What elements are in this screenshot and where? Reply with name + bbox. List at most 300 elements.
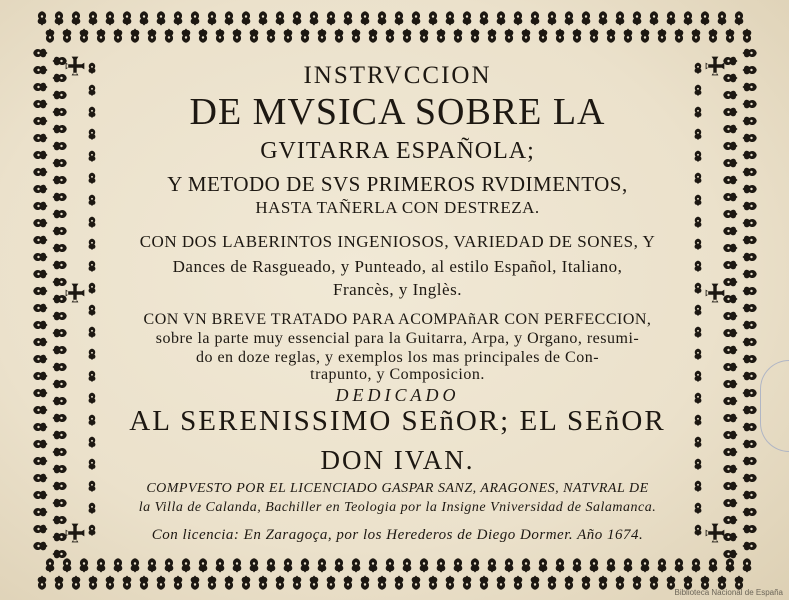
fleuron-icon [723, 159, 737, 168]
fleuron-icon [743, 270, 757, 279]
fleuron-icon [556, 558, 565, 572]
fleuron-icon [743, 491, 757, 500]
fleuron-icon [743, 321, 757, 330]
fleuron-icon [53, 210, 67, 219]
fleuron-icon [446, 576, 455, 590]
fleuron-icon [743, 168, 757, 177]
fleuron-icon [539, 558, 548, 572]
fleuron-icon [53, 380, 67, 389]
cross-icon [706, 524, 725, 543]
fleuron-icon [53, 431, 67, 440]
fleuron-icon [723, 397, 737, 406]
fleuron-icon [650, 576, 659, 590]
fleuron-icon [599, 576, 608, 590]
fleuron-icon [692, 29, 701, 43]
fleuron-icon [174, 576, 183, 590]
fleuron-icon [548, 11, 557, 25]
fleuron-icon [403, 29, 412, 43]
fleuron-icon [131, 558, 140, 572]
fleuron-icon [743, 151, 757, 160]
fleuron-icon [335, 29, 344, 43]
fleuron-icon [437, 29, 446, 43]
fleuron-icon [480, 576, 489, 590]
fleuron-icon [225, 11, 234, 25]
fleuron-icon [148, 29, 157, 43]
fleuron-icon [386, 558, 395, 572]
fleuron-icon [743, 338, 757, 347]
fleuron-icon [33, 134, 47, 143]
fleuron-icon [723, 414, 737, 423]
fleuron-icon [352, 558, 361, 572]
fleuron-icon [709, 29, 718, 43]
fleuron-icon [743, 542, 757, 551]
fleuron-icon [33, 389, 47, 398]
fleuron-icon [743, 287, 757, 296]
fleuron-icon [33, 66, 47, 75]
fleuron-icon [723, 465, 737, 474]
fleuron-icon [497, 11, 506, 25]
cross-icon [66, 524, 85, 543]
fleuron-icon [33, 355, 47, 364]
fleuron-icon [743, 355, 757, 364]
dedicatee-line-1: AL SERENISSIMO SEñOR; EL SEñOR [129, 405, 666, 437]
fleuron-icon [53, 465, 67, 474]
fleuron-icon [743, 508, 757, 517]
fleuron-icon [335, 558, 344, 572]
fleuron-icon [641, 558, 650, 572]
fleuron-icon [33, 372, 47, 381]
fleuron-icon [709, 558, 718, 572]
fleuron-icon [743, 440, 757, 449]
fleuron-icon [33, 321, 47, 330]
fleuron-icon [46, 558, 55, 572]
fleuron-icon [182, 558, 191, 572]
fleuron-icon [97, 29, 106, 43]
fleuron-icon [33, 304, 47, 313]
fleuron-icon [454, 558, 463, 572]
fleuron-icon [33, 83, 47, 92]
fleuron-icon [723, 431, 737, 440]
fleuron-icon [378, 11, 387, 25]
fleuron-icon [565, 576, 574, 590]
title-line-3: GVITARRA ESPAÑOLA; [260, 138, 535, 164]
fleuron-icon [114, 558, 123, 572]
fleuron-icon [522, 29, 531, 43]
fleuron-icon [463, 11, 472, 25]
fleuron-icon [684, 11, 693, 25]
fleuron-icon [658, 558, 667, 572]
fleuron-icon [723, 482, 737, 491]
fleuron-icon [233, 29, 242, 43]
fleuron-icon [242, 11, 251, 25]
fleuron-icon [293, 576, 302, 590]
fleuron-icon [157, 11, 166, 25]
fleuron-icon [726, 29, 735, 43]
fleuron-icon [723, 295, 737, 304]
dedication-label: DEDICADO [335, 385, 460, 405]
fleuron-icon [53, 74, 67, 83]
fleuron-icon [743, 423, 757, 432]
fleuron-icon [284, 558, 293, 572]
fleuron-icon [743, 66, 757, 75]
fleuron-icon [293, 11, 302, 25]
fleuron-icon [80, 29, 89, 43]
fleuron-icon [497, 576, 506, 590]
fleuron-icon [216, 558, 225, 572]
fleuron-icon [743, 304, 757, 313]
fleuron-icon [53, 108, 67, 117]
fleuron-icon [33, 542, 47, 551]
fleuron-icon [675, 29, 684, 43]
fleuron-icon [582, 11, 591, 25]
fleuron-icon [267, 558, 276, 572]
fleuron-icon [723, 108, 737, 117]
fleuron-icon [53, 482, 67, 491]
fleuron-icon [514, 11, 523, 25]
fleuron-icon [743, 406, 757, 415]
fleuron-icon [33, 287, 47, 296]
fleuron-icon [344, 576, 353, 590]
fleuron-icon [199, 29, 208, 43]
fleuron-icon [743, 83, 757, 92]
fleuron-icon [616, 576, 625, 590]
fleuron-icon [352, 29, 361, 43]
treatise-line-2: sobre la parte muy essencial para la Guitarra, Arpa, y Organo, resumi- [155, 330, 640, 347]
fleuron-icon [743, 236, 757, 245]
fleuron-icon [53, 448, 67, 457]
fleuron-icon [616, 11, 625, 25]
fleuron-icon [658, 29, 667, 43]
fleuron-icon [723, 176, 737, 185]
fleuron-icon [53, 329, 67, 338]
fleuron-icon [743, 49, 757, 58]
fleuron-icon [33, 253, 47, 262]
fleuron-icon [743, 525, 757, 534]
fleuron-icon [429, 576, 438, 590]
fleuron-icon [480, 11, 489, 25]
fleuron-icon [191, 576, 200, 590]
fleuron-icon [539, 29, 548, 43]
fleuron-icon [565, 11, 574, 25]
fleuron-icon [53, 550, 67, 559]
treatise-line-1: CON VN BREVE TRATADO PARA ACOMPAñAR CON PERFECCION, [143, 311, 652, 328]
fleuron-icon [225, 576, 234, 590]
fleuron-icon [157, 576, 166, 590]
fleuron-icon [33, 491, 47, 500]
fleuron-icon [38, 11, 47, 25]
fleuron-icon [53, 295, 67, 304]
fleuron-icon [723, 125, 737, 134]
fleuron-icon [454, 29, 463, 43]
author-line-2: la Villa de Calanda, Bachiller en Teologia por la Insigne Vniversidad de Salamanca. [138, 500, 657, 515]
fleuron-icon [97, 558, 106, 572]
fleuron-icon [463, 576, 472, 590]
cross-icon [706, 284, 725, 303]
fleuron-icon [33, 168, 47, 177]
fleuron-icon [420, 29, 429, 43]
fleuron-icon [53, 363, 67, 372]
fleuron-icon [53, 312, 67, 321]
fleuron-icon [505, 558, 514, 572]
fleuron-icon [743, 558, 752, 572]
fleuron-icon [53, 193, 67, 202]
fleuron-icon [726, 558, 735, 572]
fleuron-icon [369, 29, 378, 43]
fleuron-icon [743, 219, 757, 228]
fleuron-icon [723, 261, 737, 270]
fleuron-icon [53, 414, 67, 423]
fleuron-icon [723, 91, 737, 100]
fleuron-icon [33, 202, 47, 211]
fleuron-icon [403, 558, 412, 572]
fleuron-icon [723, 363, 737, 372]
fleuron-icon [53, 91, 67, 100]
fleuron-icon [208, 576, 217, 590]
fleuron-icon [624, 558, 633, 572]
imprint-line: Con licencia: En Zaragoça, por los Herederos de Diego Dormer. Año 1674. [151, 527, 644, 543]
fleuron-icon [140, 11, 149, 25]
fleuron-icon [378, 576, 387, 590]
fleuron-icon [723, 74, 737, 83]
contents-line-2: Dances de Rasgueado, y Punteado, al estilo Español, Italiano, [172, 257, 623, 276]
fleuron-icon [33, 49, 47, 58]
title-line-1: INSTRVCCION [303, 62, 492, 89]
fleuron-icon [106, 11, 115, 25]
fleuron-icon [723, 448, 737, 457]
watermark: Biblioteca Nacional de España [674, 588, 783, 597]
fleuron-icon [33, 219, 47, 228]
fleuron-icon [723, 380, 737, 389]
fleuron-icon [33, 508, 47, 517]
fleuron-icon [33, 117, 47, 126]
fleuron-icon [33, 270, 47, 279]
fleuron-icon [692, 558, 701, 572]
fleuron-icon [723, 516, 737, 525]
fleuron-icon [522, 558, 531, 572]
fleuron-icon [723, 210, 737, 219]
fleuron-icon [743, 185, 757, 194]
fleuron-icon [641, 29, 650, 43]
fleuron-icon [33, 100, 47, 109]
fleuron-icon [53, 176, 67, 185]
fleuron-icon [723, 142, 737, 151]
fleuron-icon [723, 550, 737, 559]
fleuron-icon [53, 142, 67, 151]
fleuron-icon [131, 29, 140, 43]
fleuron-icon [531, 11, 540, 25]
fleuron-icon [327, 576, 336, 590]
fleuron-icon [633, 11, 642, 25]
fleuron-icon [233, 558, 242, 572]
fleuron-icon [361, 11, 370, 25]
fleuron-icon [548, 576, 557, 590]
fleuron-icon [53, 125, 67, 134]
fleuron-icon [582, 576, 591, 590]
fleuron-icon [276, 576, 285, 590]
fleuron-icon [72, 576, 81, 590]
fleuron-icon [723, 57, 737, 66]
fleuron-icon [573, 29, 582, 43]
fleuron-icon [633, 576, 642, 590]
fleuron-icon [284, 29, 293, 43]
fleuron-icon [53, 57, 67, 66]
fleuron-icon [53, 261, 67, 270]
fleuron-icon [531, 576, 540, 590]
fleuron-icon [53, 227, 67, 236]
fleuron-icon [327, 11, 336, 25]
fleuron-icon [488, 558, 497, 572]
fleuron-icon [395, 576, 404, 590]
fleuron-icon [55, 576, 64, 590]
fleuron-icon [318, 29, 327, 43]
fleuron-icon [310, 576, 319, 590]
fleuron-icon [72, 11, 81, 25]
subtitle-line-1: Y METODO DE SVS PRIMEROS RVDIMENTOS, [167, 172, 628, 196]
fleuron-icon [718, 11, 727, 25]
fleuron-icon [723, 499, 737, 508]
fleuron-icon [590, 29, 599, 43]
fleuron-icon [33, 440, 47, 449]
fleuron-icon [471, 558, 480, 572]
fleuron-icon [38, 576, 47, 590]
library-stamp [760, 360, 789, 452]
fleuron-icon [743, 202, 757, 211]
fleuron-icon [471, 29, 480, 43]
fleuron-icon [735, 11, 744, 25]
fleuron-icon [723, 244, 737, 253]
fleuron-icon [301, 29, 310, 43]
fleuron-icon [33, 457, 47, 466]
fleuron-icon [310, 11, 319, 25]
fleuron-icon [259, 576, 268, 590]
fleuron-icon [667, 11, 676, 25]
fleuron-icon [55, 11, 64, 25]
fleuron-icon [276, 11, 285, 25]
fleuron-icon [123, 576, 132, 590]
fleuron-icon [259, 11, 268, 25]
author-line-1: COMPVESTO POR EL LICENCIADO GASPAR SANZ, ARAGONES, NATVRAL DE [146, 481, 649, 496]
fleuron-icon [106, 576, 115, 590]
fleuron-icon [701, 11, 710, 25]
treatise-line-4: trapunto, y Composicion. [310, 366, 485, 383]
fleuron-icon [33, 338, 47, 347]
fleuron-icon [250, 29, 259, 43]
fleuron-icon [650, 11, 659, 25]
fleuron-icon [412, 11, 421, 25]
fleuron-icon [723, 329, 737, 338]
fleuron-icon [369, 558, 378, 572]
fleuron-icon [743, 134, 757, 143]
fleuron-icon [420, 558, 429, 572]
fleuron-icon [63, 29, 72, 43]
fleuron-icon [216, 29, 225, 43]
fleuron-icon [743, 389, 757, 398]
fleuron-icon [505, 29, 514, 43]
fleuron-icon [33, 185, 47, 194]
fleuron-icon [743, 457, 757, 466]
fleuron-icon [89, 11, 98, 25]
dedicatee-line-2: DON IVAN. [320, 445, 475, 475]
fleuron-icon [514, 576, 523, 590]
fleuron-icon [33, 151, 47, 160]
fleuron-icon [174, 11, 183, 25]
fleuron-icon [208, 11, 217, 25]
fleuron-icon [250, 558, 259, 572]
fleuron-icon [53, 159, 67, 168]
fleuron-icon [165, 558, 174, 572]
fleuron-icon [140, 576, 149, 590]
fleuron-icon [53, 533, 67, 542]
fleuron-icon [723, 227, 737, 236]
fleuron-icon [573, 558, 582, 572]
fleuron-icon [53, 244, 67, 253]
fleuron-icon [53, 346, 67, 355]
fleuron-icon [743, 29, 752, 43]
fleuron-icon [723, 278, 737, 287]
fleuron-icon [743, 117, 757, 126]
fleuron-icon [165, 29, 174, 43]
title-line-2: DE MVSICA SOBRE LA [189, 91, 606, 133]
fleuron-icon [182, 29, 191, 43]
fleuron-icon [33, 236, 47, 245]
treatise-line-3: do en doze reglas, y exemplos los mas principales de Con- [195, 349, 600, 366]
fleuron-icon [53, 278, 67, 287]
fleuron-icon [361, 576, 370, 590]
fleuron-icon [89, 217, 96, 228]
fleuron-icon [723, 533, 737, 542]
fleuron-icon [723, 193, 737, 202]
fleuron-icon [437, 558, 446, 572]
fleuron-icon [123, 11, 132, 25]
fleuron-icon [743, 100, 757, 109]
fleuron-icon [743, 253, 757, 262]
fleuron-icon [488, 29, 497, 43]
fleuron-icon [53, 516, 67, 525]
cross-icon [66, 57, 85, 76]
fleuron-icon [590, 558, 599, 572]
contents-line-1: CON DOS LABERINTOS INGENIOSOS, VARIEDAD DE SONES, Y [139, 232, 656, 251]
cross-icon [706, 57, 725, 76]
cross-icon [66, 284, 85, 303]
fleuron-icon [429, 11, 438, 25]
fleuron-icon [723, 346, 737, 355]
fleuron-icon [607, 558, 616, 572]
fleuron-icon [33, 423, 47, 432]
fleuron-icon [301, 558, 310, 572]
fleuron-icon [556, 29, 565, 43]
fleuron-icon [675, 558, 684, 572]
fleuron-icon [743, 372, 757, 381]
fleuron-icon [395, 11, 404, 25]
fleuron-icon [318, 558, 327, 572]
fleuron-icon [63, 558, 72, 572]
fleuron-icon [199, 558, 208, 572]
fleuron-icon [743, 474, 757, 483]
fleuron-icon [33, 474, 47, 483]
fleuron-icon [624, 29, 633, 43]
fleuron-icon [344, 11, 353, 25]
fleuron-icon [53, 499, 67, 508]
fleuron-icon [53, 397, 67, 406]
fleuron-icon [80, 558, 89, 572]
fleuron-icon [148, 558, 157, 572]
fleuron-icon [607, 29, 616, 43]
contents-line-3: Francès, y Inglès. [333, 280, 462, 299]
fleuron-icon [599, 11, 608, 25]
fleuron-icon [267, 29, 276, 43]
fleuron-icon [46, 29, 55, 43]
fleuron-icon [386, 29, 395, 43]
